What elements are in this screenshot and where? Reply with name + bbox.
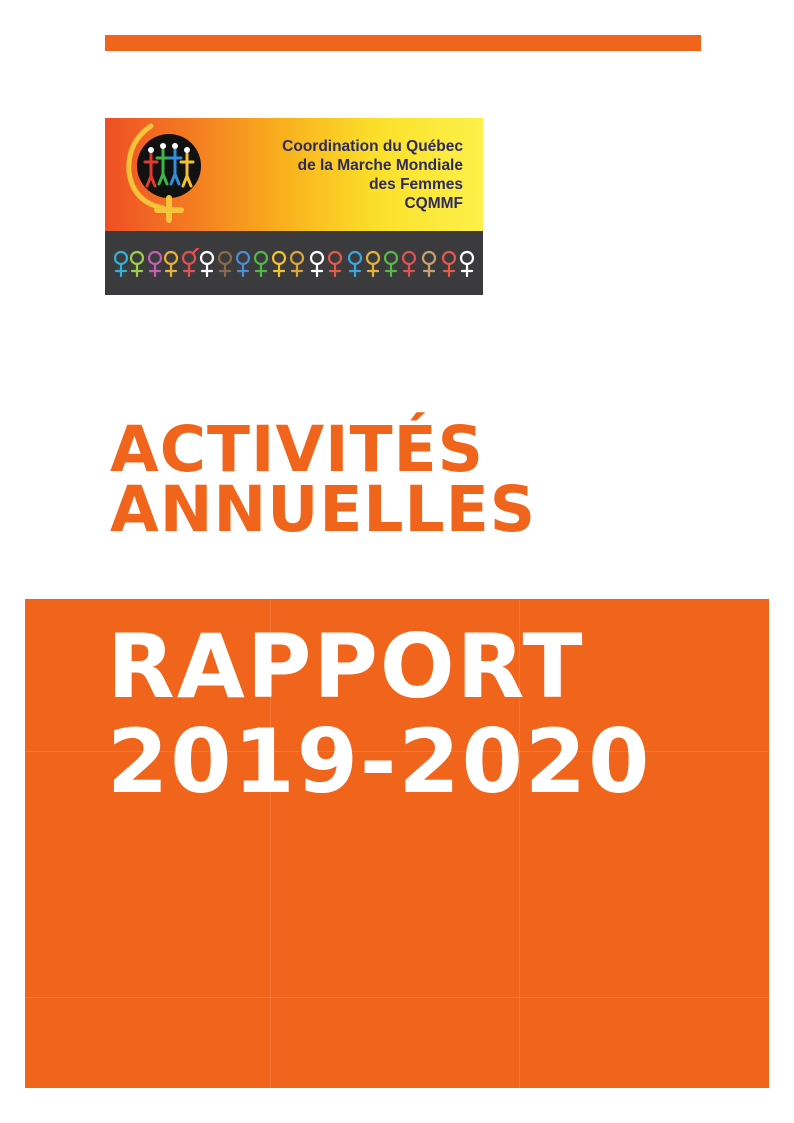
title-line-2: ANNUELLES (110, 473, 537, 546)
grid-line (25, 997, 769, 998)
report-line-1: RAPPORT (107, 615, 585, 718)
logo-line-2: de la Marche Mondiale (297, 157, 463, 174)
logo-line-3: des Femmes (369, 176, 463, 193)
venus-symbols-row-icon (111, 248, 481, 284)
logo-organization-name (282, 137, 463, 213)
logo-line-4: CQMMF (404, 195, 463, 212)
title-line-1: ACTIVITÉS (110, 413, 484, 486)
report-line-2: 2019-2020 (107, 710, 652, 813)
logo-line-1: Coordination du Québec (282, 138, 463, 155)
women-globe-emblem-icon (113, 120, 223, 230)
report-title (107, 615, 652, 813)
annual-activities-title (110, 413, 537, 546)
top-accent-bar (105, 35, 701, 51)
report-banner (25, 599, 769, 1088)
cqmmf-logo (105, 118, 483, 295)
